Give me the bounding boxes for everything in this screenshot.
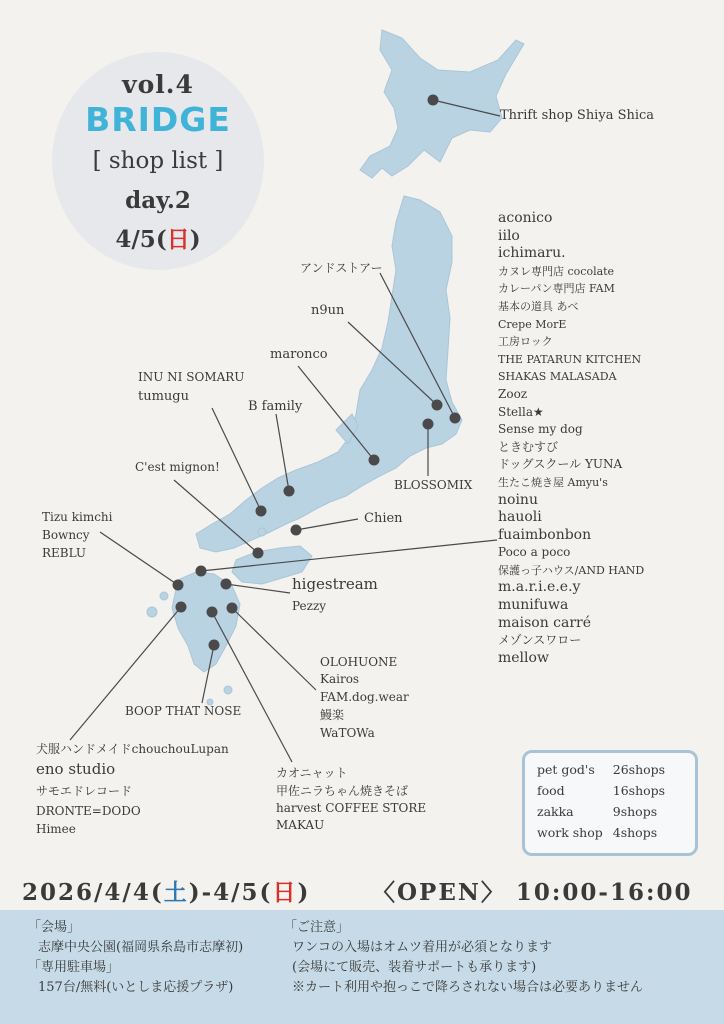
shop-list-item: mellow — [498, 649, 549, 666]
shop-list-item: カヌレ専門店 cocolate — [498, 264, 615, 278]
label-dronte: DRONTE=DODO — [36, 804, 141, 818]
shop-list-item: 基本の道具 あべ — [498, 299, 579, 313]
parking-heading: 「専用駐車場」 — [28, 960, 120, 975]
islet — [147, 607, 157, 617]
connector-line — [70, 607, 181, 740]
volume-label: vol.4 — [122, 70, 194, 99]
marker-dot — [196, 566, 207, 577]
notice-text-1: ワンコの入場はオムツ着用が必須となります — [292, 940, 553, 955]
label-himee: Himee — [36, 822, 76, 836]
shop-list-item: メゾンスワロー — [498, 633, 582, 648]
shop-list-item: Poco a poco — [498, 545, 571, 560]
label-chien: Chien — [364, 511, 403, 526]
shop-list-item: Stella★ — [498, 404, 544, 419]
marker-dot — [221, 579, 232, 590]
venue-heading: 「会場」 — [28, 920, 81, 935]
shop-list-item: ドッグスクール YUNA — [498, 457, 623, 472]
label-higestream: higestream — [292, 575, 378, 593]
marker-dot — [428, 95, 439, 106]
label-andostore: アンドストアー — [300, 261, 383, 275]
label-shokuraku: 鰻楽 — [320, 708, 345, 722]
shop-list-item: Crepe MorE — [498, 317, 567, 331]
event-dates — [22, 874, 310, 907]
table-row — [537, 780, 665, 801]
label-tumugu: tumugu — [138, 389, 189, 404]
label-watowa: WaTOWa — [320, 726, 375, 740]
label-kairos: Kairos — [320, 672, 360, 686]
date-weekday: 日 — [166, 226, 190, 253]
label-boop: BOOP THAT NOSE — [125, 704, 242, 718]
label-inu-ni-somaru: INU NI SOMARU — [138, 370, 245, 384]
date-start: 2026/4/4( — [22, 879, 164, 906]
label-shiya-shica: Thrift shop Shiya Shica — [500, 108, 655, 123]
category-cell: work shop — [537, 825, 603, 840]
label-n9un: n9un — [311, 303, 345, 318]
notice-text-3: ※カート利用や抱っこで降ろされない場合は必要ありません — [292, 980, 644, 995]
shop-list — [498, 210, 718, 667]
shop-count-table — [537, 759, 665, 843]
islet — [160, 592, 168, 600]
notice-text-2: (会場にて販売、装着サポートも承ります) — [292, 960, 537, 975]
shop-list-item: aconico — [498, 210, 553, 226]
connector-line — [201, 540, 497, 571]
shop-list-item: ichimaru. — [498, 245, 566, 262]
label-sasa: 甲佐ニラちゃん焼きそば — [276, 784, 409, 798]
shop-list-item: ときむすび — [498, 439, 559, 454]
date-prefix: 4/5( — [115, 226, 167, 253]
shop-list-item: Sense my dog — [498, 422, 583, 437]
parking-text: 157台/無料(いとしま応援プラザ) — [38, 980, 234, 995]
count-cell: 9shops — [612, 804, 658, 819]
marker-dot — [209, 640, 220, 651]
shop-list-item: SHAKAS MALASADA — [498, 370, 617, 384]
islet — [224, 686, 232, 694]
shop-list-item: maison carré — [498, 614, 592, 631]
label-harvest: harvest COFFEE STORE — [276, 801, 427, 815]
event-title: BRIDGE — [85, 100, 231, 139]
label-eno-studio: eno studio — [36, 760, 116, 778]
shop-list-item: iilo — [498, 227, 520, 244]
shop-list-item: munifuwa — [498, 597, 569, 614]
marker-dot — [432, 400, 443, 411]
shop-count-box — [522, 750, 698, 856]
label-cest-mignon: C'est mignon! — [135, 460, 220, 474]
label-olohuone: OLOHUONE — [320, 655, 398, 669]
badge-date — [52, 221, 264, 254]
category-cell: zakka — [537, 804, 574, 819]
info-footer — [0, 910, 724, 1024]
label-pezzy: Pezzy — [292, 599, 327, 613]
marker-dot — [291, 525, 302, 536]
count-cell: 16shops — [612, 783, 666, 798]
event-badge — [52, 52, 264, 270]
day-label: day.2 — [125, 187, 191, 214]
shop-list-item: THE PATARUN KITCHEN — [498, 352, 642, 366]
date-suffix: ) — [189, 226, 201, 253]
connector-line — [226, 584, 290, 593]
label-fam-dog-wear: FAM.dog.wear — [320, 690, 409, 704]
connector-line — [100, 532, 178, 585]
islet — [258, 528, 266, 536]
connector-line — [296, 519, 358, 530]
shop-list-item: noinu — [498, 491, 538, 508]
category-cell: food — [537, 783, 565, 798]
marker-dot — [207, 607, 218, 618]
weekday-sun: 日 — [272, 879, 298, 906]
marker-dot — [423, 419, 434, 430]
shop-list-subtitle: [ shop list ] — [92, 148, 224, 174]
shop-list-item: fuaimbonbon — [498, 526, 592, 543]
connector-line — [212, 612, 292, 762]
label-reblu: REBLU — [42, 546, 87, 560]
label-chouchou: 犬服ハンドメイドchouchouLupan — [36, 742, 229, 756]
marker-dot — [369, 455, 380, 466]
marker-dot — [253, 548, 264, 559]
connector-line — [232, 608, 316, 690]
marker-dot — [256, 506, 267, 517]
venue-text: 志摩中央公園(福岡県糸島市志摩初) — [38, 940, 244, 955]
shop-list-item: m.a.r.i.e.e.y — [498, 579, 581, 596]
label-maronco: maronco — [270, 347, 328, 362]
table-row — [537, 801, 665, 822]
label-bowncy: Bowncy — [42, 528, 90, 542]
marker-dot — [284, 486, 295, 497]
label-blossomix: BLOSSOMIX — [394, 478, 473, 492]
notice-heading: 「ご注意」 — [284, 920, 350, 935]
table-row — [537, 822, 665, 843]
shop-list-item: 生たこ焼き屋 Amyu's — [498, 475, 608, 489]
event-date-banner — [0, 868, 724, 908]
shop-list-item: 工房ロック — [498, 335, 553, 349]
table-row — [537, 759, 665, 780]
weekday-sat: 土 — [163, 879, 189, 906]
shop-list-item: カレーパン専門店 FAM — [498, 282, 615, 296]
date-end: ) — [297, 879, 311, 906]
count-cell: 26shops — [612, 762, 666, 777]
marker-dot — [227, 603, 238, 614]
label-samoede: サモエドレコード — [36, 784, 133, 798]
label-b-family: B family — [248, 399, 303, 414]
date-range-mid: )-4/5( — [188, 879, 273, 906]
marker-dot — [450, 413, 461, 424]
label-tizu-kimchi: Tizu kimchi — [42, 510, 113, 524]
shop-list-item: 保護っ子ハウス/AND HAND — [498, 563, 645, 577]
hokkaido-island — [360, 30, 524, 178]
shop-list-item: Zooz — [498, 386, 528, 401]
marker-dot — [176, 602, 187, 613]
count-cell: 4shops — [612, 825, 658, 840]
category-cell: pet god's — [537, 762, 595, 777]
shop-list-item: hauoli — [498, 509, 542, 526]
marker-dot — [173, 580, 184, 591]
label-makau: MAKAU — [276, 818, 325, 832]
label-kaonyat: カオニャット — [276, 766, 348, 780]
open-hours: 〈OPEN〉 10:00-16:00 — [372, 879, 693, 906]
